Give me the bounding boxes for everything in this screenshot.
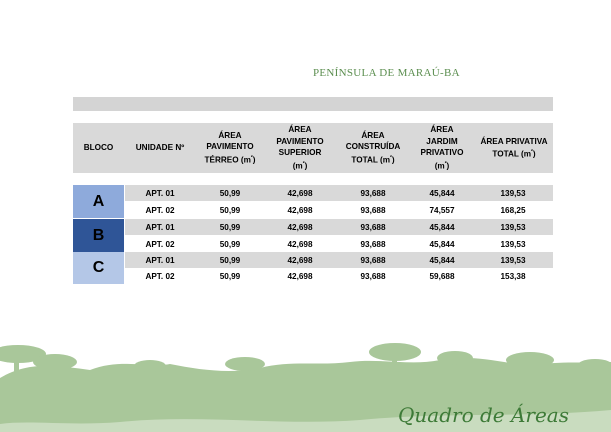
- header-unidade: [125, 123, 195, 173]
- header-superior-line1: ÁREA: [288, 125, 312, 135]
- header-terreo-line1: ÁREA: [218, 130, 242, 140]
- header-construida-close: ): [391, 155, 395, 165]
- header-jardim-sup: ²: [444, 160, 447, 167]
- cell-superior: 42,698: [287, 188, 313, 198]
- header-construida-sup: ²: [390, 154, 392, 161]
- cell-terreo: 50,99: [219, 188, 241, 198]
- header-privativa-close: ): [532, 149, 536, 159]
- cell-jardim: 74,557: [429, 205, 455, 215]
- cell-jardim: 45,844: [429, 222, 455, 232]
- cell-terreo: 50,99: [219, 271, 241, 281]
- header-area-terreo: [195, 123, 265, 173]
- header-terreo-line2: PAVIMENTO: [206, 142, 254, 152]
- header-superior-sup: ²: [302, 160, 305, 167]
- cell-privativa: 139,53: [500, 239, 526, 249]
- bloco-b-label: B: [92, 226, 105, 244]
- cell-privativa: 139,53: [500, 222, 526, 232]
- header-privativa-line1: ÁREA PRIVATIVA: [480, 136, 548, 146]
- bloco-a-cell: [73, 185, 124, 218]
- header-superior-close: ): [304, 161, 308, 171]
- cell-construida: 93,688: [360, 239, 386, 249]
- cell-superior: 42,698: [287, 255, 313, 265]
- cell-terreo: 50,99: [219, 205, 241, 215]
- cell-privativa: 139,53: [500, 255, 526, 265]
- header-superior-line2: PAVIMENTO: [276, 136, 324, 146]
- cell-construida: 93,688: [360, 188, 386, 198]
- cell-unidade: APT. 02: [145, 239, 175, 249]
- cell-unidade: APT. 02: [145, 271, 175, 281]
- header-superior-line4: (m: [292, 161, 303, 171]
- header-bloco: [73, 123, 124, 173]
- cell-superior: 42,698: [287, 271, 313, 281]
- bloco-c-label: C: [92, 259, 105, 276]
- header-area-jardim: [411, 123, 473, 173]
- bloco-c-cell: [73, 252, 124, 284]
- header-area-superior: [265, 123, 335, 173]
- header-area-privativa: [473, 123, 555, 173]
- cell-construida: 93,688: [360, 255, 386, 265]
- header-terreo-line3: TÉRREO (m: [204, 155, 251, 165]
- cell-unidade: APT. 01: [145, 188, 175, 198]
- header-superior-line3: SUPERIOR: [278, 148, 322, 158]
- cell-privativa: 139,53: [500, 188, 526, 198]
- header-privativa-line2: TOTAL (m: [492, 149, 532, 159]
- header-construida-line2: CONSTRUÍDA: [345, 142, 401, 152]
- header-jardim-line4: (m: [434, 161, 445, 171]
- top-grey-bar: [73, 97, 553, 111]
- cell-privativa: 153,38: [500, 271, 526, 281]
- bloco-b-cell: [73, 219, 124, 252]
- cell-terreo: 50,99: [219, 222, 241, 232]
- cell-jardim: 45,844: [429, 188, 455, 198]
- cell-construida: 93,688: [360, 205, 386, 215]
- cell-privativa: 168,25: [500, 205, 526, 215]
- cell-unidade: APT. 01: [145, 222, 175, 232]
- cell-terreo: 50,99: [219, 255, 241, 265]
- cell-jardim: 45,844: [429, 255, 455, 265]
- cell-superior: 42,698: [287, 205, 313, 215]
- header-construida-line3: TOTAL (m: [351, 155, 391, 165]
- header-jardim-line2: JARDIM: [426, 136, 458, 146]
- bloco-a-label: A: [92, 192, 105, 210]
- header-terreo-sup: ²: [250, 154, 253, 161]
- cell-jardim: 45,844: [429, 239, 455, 249]
- header-jardim-line3: PRIVATIVO: [420, 148, 464, 158]
- header-jardim-line1: ÁREA: [430, 125, 454, 135]
- header-area-construida: [335, 123, 411, 173]
- location-title: PENÍNSULA DE MARAÚ-BA: [313, 67, 460, 79]
- header-unidade-text: UNIDADE Nº: [135, 143, 185, 153]
- cell-superior: 42,698: [287, 239, 313, 249]
- header-jardim-close: ): [446, 161, 450, 171]
- cell-superior: 42,698: [287, 222, 313, 232]
- cell-jardim: 59,688: [429, 271, 455, 281]
- header-terreo-close: ): [252, 155, 256, 165]
- cell-construida: 93,688: [360, 271, 386, 281]
- cell-construida: 93,688: [360, 222, 386, 232]
- cell-terreo: 50,99: [219, 239, 241, 249]
- cell-unidade: APT. 01: [145, 255, 175, 265]
- header-privativa-sup: ²: [531, 149, 533, 156]
- cell-unidade: APT. 02: [145, 205, 175, 215]
- footer-title: Quadro de Áreas: [398, 403, 569, 427]
- header-bloco-text: BLOCO: [83, 143, 114, 153]
- header-construida-line1: ÁREA: [361, 130, 385, 140]
